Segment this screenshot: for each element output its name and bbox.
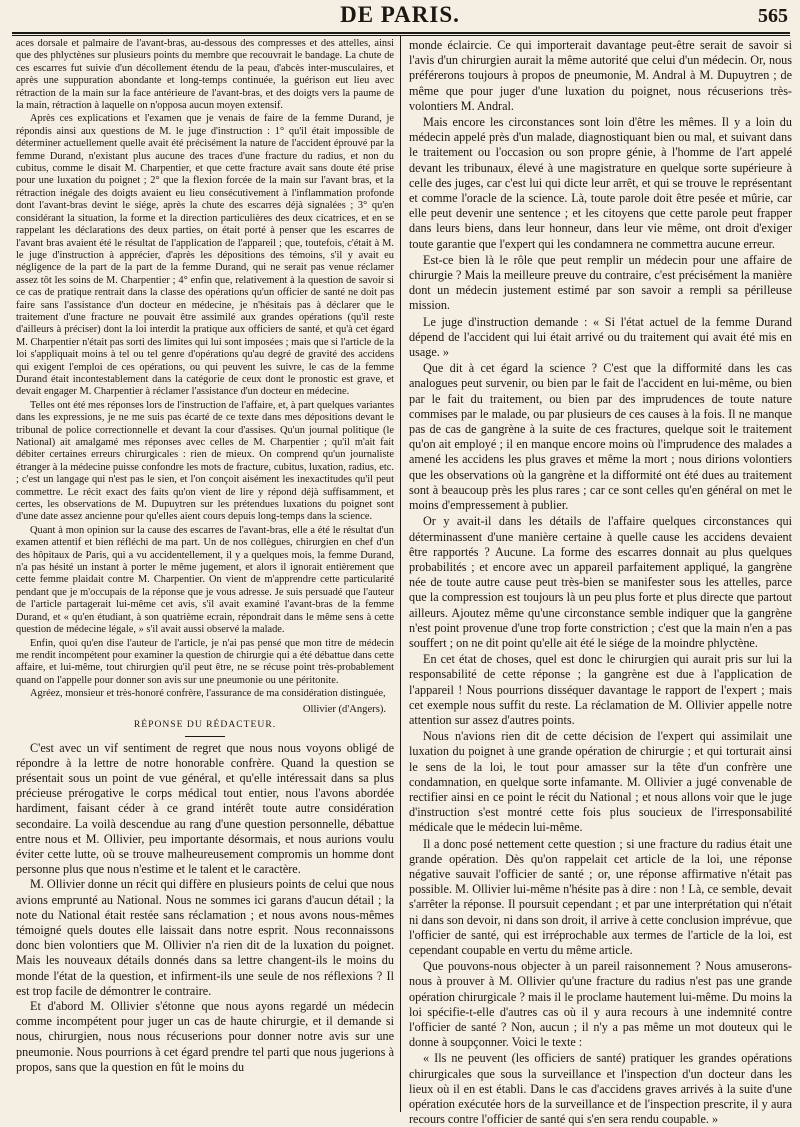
paragraph: Que pouvons-nous objecter à un pareil raisonnement ? Nous amuserons-nous à prouver à M. Ollivier qu'une fracture du radius n'est pas une grande opération chirurgicale ? mais il le proclame hautement lui-même. Du moins la loi spécifie-t-elle d'autres cas où il y aura recours à une indemnité contre l'officier de santé ? Non, aucun ; il n'y a pas même un mot douteux qui le donne à soupçonner. Voici le texte : <box>409 959 792 1050</box>
paragraph: Nous n'avions rien dit de cette décision de l'expert qui assimilait une luxation du poignet à une grande opération de chirurgie ; et qui torturait ainsi le sens de la loi, le tout pour amasser sur la tête d'un confrère une condamnation, en quelque sorte infamante. M. Ollivier a jugé convenable de rectifier ainsi en ce point le récit du National ; et nous allons voir que le juge d'instruction s'est montré cette fois plus soucieux de l'irresponsabilité médicale que le médecin lui-même. <box>409 729 792 835</box>
right-column <box>409 38 792 1127</box>
letter-text <box>16 38 394 701</box>
paragraph: Que dit à cet égard la science ? C'est que la difformité dans les cas analogues peut survenir, ou bien par le fait de l'accident en lui-même, ou bien par le fait du traitement, ou bien par des imprudences de toute nature commises par le malade, ou par plusieurs de ces causes à la fois. Il ne manque pas de cas de gangrène à la suite de ces fractures, quelque soit le traitement qu'on ait employé ; il en manque encore moins où l'imprudence des malades a amené les accidens les plus graves et même la mort ; nous dirions volontiers que les observations où la gangrène et la difformité ont été dues au traitement sont à beaucoup près les plus rares ; car ce sont celles qu'en général on met le moins d'empressement à publier. <box>409 361 792 513</box>
paragraph: Mais encore les circonstances sont loin d'être les mêmes. Il y a loin du médecin appelé près d'un malade, diagnostiquant bien ou mal, et suivant dans le traitement ou l'occasion ou son propre génie, à l'homme de l'art appelé devant les tribunaux, élevé à une magistrature en quelque sorte supérieure à celle des juges, car c'est lui qui dicte leur arrêt, et qui se trouve le représentant et comme l'oracle de la science. Là, toute parole doit être pesée et mûrie, car elle peut devenir une sentence ; et les citoyens que cette parole peut frapper dans leurs biens, dans leur honneur, dans leur vie même, ont droit d'exiger toute garantie que l'expert qui les condamnera ne commettra aucune erreur. <box>409 115 792 251</box>
paragraph: Après ces explications et l'examen que je venais de faire de la femme Durand, je répondis ainsi aux questions de M. le juge d'instruction : 1° qu'il était impossible de déterminer actuellement quelle avait été précisément la nature de l'accident éprouvé par la femme Durand, n'existant plus aucune des traces d'une fracture du radius, et non du cubitus, comme le disait M. Charpentier, et que cette fracture avait sans doute été prise pour une luxation du poignet ; 2° que la flexion forcée de la main sur l'avant bras, et la rétraction inégale des doigts avaient eu lieu consécutivement à l'inflammation profonde dont l'avant-bras devint le siége, après la chute des escarres déjà signalées ; 3° qu'en considérant la situation, la forme et la direction particulières des deux cicatrices, et en se rappelant les déclarations des deux parties, on était porté à penser que les escarres de l'avant bras avaient été le résultat de l'application de l'appareil ; que, toutefois, c'était à M. le juge d'instruction à apprécier, d'après les dépositions des témoins, s'il y avait eu négligence de la part de la part de la femme Durand, qui ne serait pas venue réclamer assez tôt les soins de M. Charpentier ; 4° enfin que, relativement à la question de savoir si ce cas de pratique rentrait dans la classe des opérations qu'un officier de santé ne doit pas faire sans l'assistance d'un docteur en médecine, je n'hésitais pas à déclarer que le traitement d'une fracture ne pouvait être assimilé aux grandes opérations (qu'il reste d'ailleurs à préciser) dont la loi interdit la pratique aux officiers de santé, et qu'à cet égard M. Charpentier n'était pas sorti des limites qui lui sont imposées ; mais que si l'article de la loi s'appliquait moins à tel ou tel genre d'opérations qu'au degré de gravité des accidens qui exigent l'emploi de ces opérations, ou qui peuvent les suivre, le cas de la femme Durand était incontestablement dans la catégorie de ceux dont le pronostic est grave, et devait engager M. Charpentier à réclamer l'assistance d'un docteur en médecine. <box>16 113 394 398</box>
paragraph: Telles ont été mes réponses lors de l'instruction de l'affaire, et, à part quelques variantes dans les expressions, je ne me suis pas écarté de ce texte dans mes dépositions devant le tribunal de police correctionnelle et devant la cour d'assises. Qu'un journal politique (le National) ait amalgamé mes réponses avec celles de M. Charpentier ; qu'il m'ait fait débiter certaines erreurs chirurgicales : rien de mieux. On comprend qu'un journaliste étranger à la médecine puisse confondre les mots de fracture, cubitus, luxation, radius, etc. ; c'est un langage qui n'est pas le sien, et l'on conçoit aisément les inexactitudes qu'il peut commettre. Le récit exact des faits qu'on vient de lire y répond déjà suffisamment, et certes, les observations de M. Dupuytren sur les prétendues luxations du poignet sont d'une date assez ancienne pour qu'elles aient cours depuis long-temps dans la science. <box>16 399 394 523</box>
paragraph: C'est avec un vif sentiment de regret que nous nous voyons obligé de répondre à la lettre de notre honorable confrère. Quand la question se présentait sous un point de vue général, et qu'elle intéressait dans sa plus précieuse prérogative le corps médical tout entier, nous l'avons abordée hardiment, faisant céder à ce grand intérêt toute autre considération secondaire. La voilà descendue au rang d'une question personnelle, débattue entre nous et M. Ollivier, peu importante désormais, et nous aurions voulu éviter cette lutte, où se trouve malheureusement compromis un homme dont personne plus que nous n'estime et le talent et le caractère. <box>16 740 394 877</box>
running-head <box>0 0 800 38</box>
paragraph: Quant à mon opinion sur la cause des escarres de l'avant-bras, elle a été le résultat d'un examen attentif et bien réfléchi de ma part. Un de nos collègues, chirurgien en chef d'un des hôpitaux de Paris, qui a vu accidentellement, il y a quelques mois, la femme Durand, n'a pas hésité un instant à porter le même jugement, et alors il ignorait entièrement que cette femme plaidait contre M. Charpentier. On vient de m'apprendre cette particularité pendant que je m'occupais de la réponse que je vous adresse. Je suis persuadé que l'auteur de l'article partagerait lui-même cet avis, s'il avait examiné l'avant-bras de la femme Durand, et « qu'en étudiant, à son quatrième ecrain, répondrait dans le même sens à cette question de médecine légale, » s'il avait aussi observé la malade. <box>16 524 394 636</box>
page-title: DE PARIS. <box>340 2 460 27</box>
reply-text <box>16 741 394 1075</box>
column-divider <box>400 36 401 1112</box>
paragraph: « Ils ne peuvent (les officiers de santé) pratiquer les grandes opérations chirurgicales que sous la surveillance et l'inspection d'un docteur dans les lieux où il en est établi. Dans le cas d'accidens graves arrivés à la suite d'une opération exécutée hors de la surveillance et de l'inspection prescrite, il y aura recours contre l'officier de santé qui s'en sera rendu coupable. » <box>409 1051 792 1127</box>
paragraph: M. Ollivier donne un récit qui diffère en plusieurs points de celui que nous avions emprunté au National. Nous ne sommes ici garans d'aucun détail ; la note du National était restée sans réclamation ; et nous avons nous-mêmes témoigné quels doutes elle laissait dans notre esprit. Nous reconnaissons donc bien volontiers que M. Ollivier n'a rien dit de la luxation du poignet. Mais les nouveaux détails donnés dans sa lettre changent-ils le moins du monde l'état de la question, et infirment-ils une seule de nos réflexions ? Il est trop facile de démontrer le contraire. <box>16 877 394 998</box>
paragraph: aces dorsale et palmaire de l'avant-bras, au-dessous des compresses et des attelles, ainsi que des phlyctènes sur plusieurs points du membre que recouvrait le bandage. La chute de ces escarres fut suivie d'un décollement étendu de la peau, d'abcès inter-musculaires, et après une suppuration abondante et long-temps continuée, la guérison eut lieu avec rétraction de la main sur la face antérieure de l'avant-bras, et des doigts vers la paume de la main, rétraction à laquelle on n'opposa aucun moyen extensif. <box>16 38 394 112</box>
paragraph: Or y avait-il dans les détails de l'affaire quelques circonstances qui déterminassent d'une manière certaine à quelle cause les accidens devaient être rapportés ? Aucune. La forme des escarres donnait au plus quelques probabilités ; et encore avec un appareil parfaitement appliqué, la gangrène née de toute autre cause peut très-bien se manifester sous les attelles, parce que la compression est toujours là un peu plus forte et plus directe que partout ailleurs. Ajoutez même qu'une circonstance semble indiquer que la gangrène n'est point provenue d'une trop forte constriction ; c'est que la main n'en a pas souffert ; on ne dit point qu'elle ait été le siége de la moindre phlyctène. <box>409 514 792 650</box>
paragraph: En cet état de choses, quel est donc le chirurgien qui aurait pris sur lui la responsabilité de cette réponse ; la gangrène est due à l'application de l'appareil ! Nous pourrions disséquer davantage le rapport de l'expert ; mais cet exemple nous suffit du reste. La réclamation de M. Ollivier appelle notre attention sur assez d'autres points. <box>409 652 792 727</box>
signature: Ollivier (d'Angers). <box>302 703 386 715</box>
paragraph: Il a donc posé nettement cette question ; si une fracture du radius était une grande opération. Dès qu'on rappelait cet article de la loi, une réponse négative sauvait l'officier de santé ; or, une réponse affirmative n'était pas possible. M. Ollivier lui-même n'hésite pas à dire : non ! Là, ce semble, devait s'arrêter la réponse. Il poursuit cependant ; et par une interprétation qui n'était ni dans son devoir, ni dans son droit, il arrive à cette conclusion imprévue, que l'officier de santé, qui est irréprochable aux termes de l'article de la loi, est cependant coupable en vertu du même article. <box>409 836 792 957</box>
heading-rule <box>185 736 225 737</box>
paragraph: Agréez, monsieur et très-honoré confrère, l'assurance de ma considération distinguée, <box>30 688 386 700</box>
paragraph: Et d'abord M. Ollivier s'étonne que nous ayons regardé un médecin comme incompétent pour juger un cas de haute chirurgie, et il demande si nous, chirurgien, nous nous récuserions pour donner notre avis sur une pneumonie. Nous pourrions à cet égard prendre tel parti que nous jugerions à propos, sans que la question en fût le moins du <box>16 998 394 1074</box>
paragraph: Est-ce bien là le rôle que peut remplir un médecin pour une affaire de chirurgie ? Mais la meilleure preuve du contraire, c'est précisément la manière dont un médecin justement estimé par son savoir a rempli sa périlleuse mission. <box>409 252 792 313</box>
paragraph: Enfin, quoi qu'en dise l'auteur de l'article, je n'ai pas pensé que mon titre de médecin me rendit incompétent pour examiner la question de chirurgie qui a été débattue dans cette affaire, et lui-même, tout chirurgien qu'il peut être, ne se récuse point très-probablement quand on l'appelle pour donner son avis sur une pneumonie ou une péritonite. <box>16 637 394 686</box>
paragraph: monde éclaircie. Ce qui importerait davantage peut-être serait de savoir si l'avis d'un chirurgien aurait la même autorité que celui d'un médecin. Or, nous préférerons toujours à propos de pneumonie, M. Andral à M. Dupuytren ; de même que pour juger d'une luxation du poignet, nous récuserions très-volontiers M. Andral. <box>409 38 792 113</box>
page-number: 565 <box>758 5 788 27</box>
header-rule <box>12 32 790 36</box>
paragraph: Le juge d'instruction demande : « Si l'état actuel de la femme Durand dépend de l'accident qui lui était arrivé ou du traitement qui avait été mis en usage. » <box>409 314 792 360</box>
left-column <box>16 38 394 1112</box>
section-heading: RÉPONSE DU RÉDACTEUR. <box>133 718 277 730</box>
